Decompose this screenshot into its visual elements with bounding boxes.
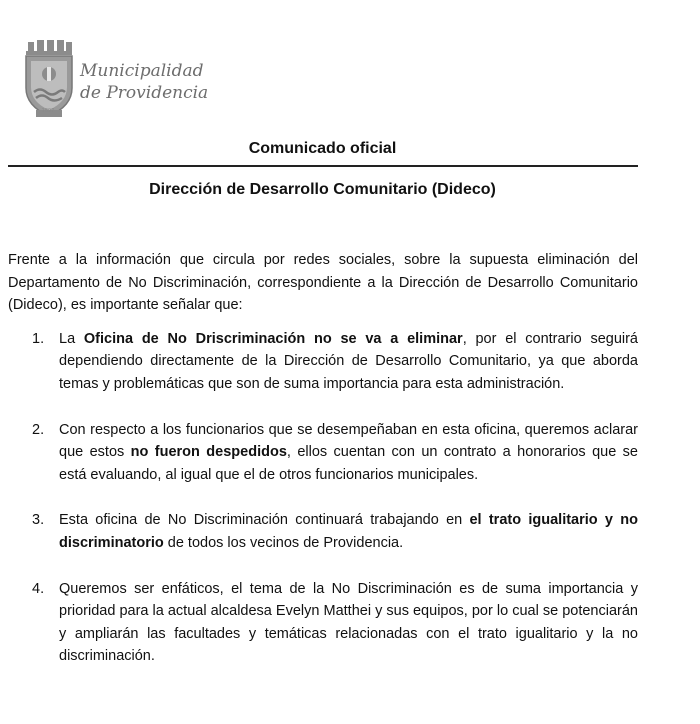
- list-item-text: La: [59, 330, 84, 347]
- document-title: Comunicado oficial: [248, 140, 397, 157]
- list-item-text-continued: , por el contrario seguirá dependiendo directamente de la Dirección de Desarrollo Comunitario, ya que aborda temas y problemáticas que son de suma importancia para esta administración.: [59, 330, 638, 392]
- document-body: [8, 249, 638, 691]
- list-item: [8, 419, 638, 487]
- numbered-list: [8, 328, 638, 668]
- logo-line-2: de Providencia: [80, 83, 209, 103]
- list-item-emphasis: el trato igualitario y no discriminatorio: [59, 512, 638, 551]
- list-item-number: 2.: [32, 421, 45, 438]
- intro-paragraph: Frente a la información que circula por redes sociales, sobre la supuesta eliminación del Departamento de No Discriminación, correspondiente a la Dirección de Desarrollo Comunitario (Dideco), es importante señalar que:: [8, 252, 638, 314]
- list-item-text: Queremos ser enfáticos, el tema de la No Discriminación es de suma importancia y prioridad para la actual alcaldesa Evelyn Matthei y sus equipos, por lo cual se potenciarán y ampliarán las facultades y temáticas relacionadas con el trato igualitario y la no discriminación.: [59, 580, 638, 665]
- list-item-text: Con respecto a los funcionarios que se desempeñaban en esta oficina, queremos aclarar que estos: [59, 421, 638, 461]
- title-divider: [8, 165, 638, 167]
- list-item-text: Esta oficina de No Discriminación continuará trabajando en: [59, 512, 470, 529]
- list-item: [8, 578, 638, 668]
- list-item-number: 4.: [32, 580, 45, 597]
- document-subtitle: Dirección de Desarrollo Comunitario (Dideco): [149, 181, 496, 198]
- logo-line-1: Municipalidad: [80, 61, 204, 81]
- list-item-emphasis: Oficina de No Driscriminación no se va a eliminar: [83, 330, 463, 347]
- municipal-logo: [22, 40, 212, 120]
- list-item-text-continued: de todos los vecinos de Providencia.: [163, 534, 404, 551]
- list-item-number: 3.: [32, 512, 45, 529]
- list-item: [8, 509, 638, 554]
- list-item-text-continued: , ellos cuentan con un contrato a honorarios que se está evaluando, al igual que el de otros funcionarios municipales.: [59, 444, 638, 483]
- list-item-emphasis: no fueron despedidos: [130, 444, 287, 461]
- seal-year: 1897: [41, 108, 55, 114]
- logo-text: [80, 60, 208, 104]
- list-item: [8, 328, 638, 396]
- list-item-number: 1.: [32, 330, 45, 347]
